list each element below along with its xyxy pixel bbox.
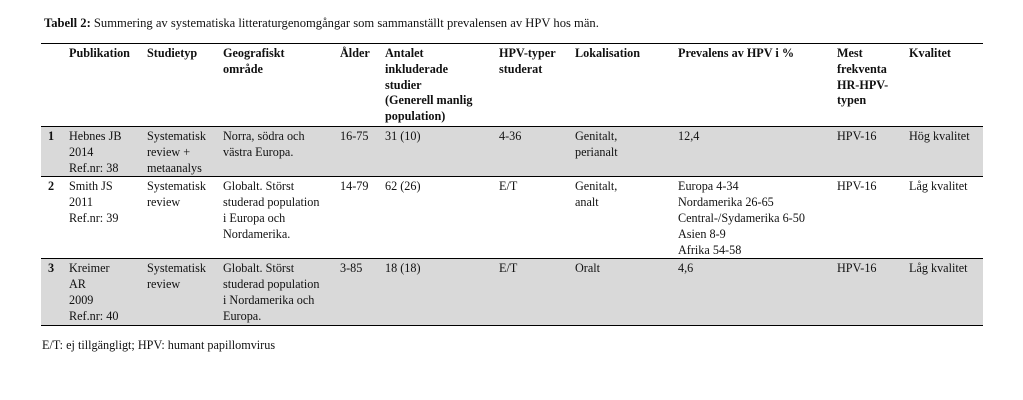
cell-line: Kreimer — [69, 261, 110, 276]
cell-line: Genitalt, — [575, 129, 618, 143]
cell-line: Globalt. Störst — [223, 179, 295, 194]
prevalence-cell — [675, 127, 834, 177]
age-cell — [337, 127, 382, 177]
cell-line: Asien 8-9 — [678, 226, 726, 241]
cell-line: review + — [147, 144, 191, 159]
header-line: studerat — [499, 61, 543, 76]
cell-line: Europa. — [223, 308, 262, 323]
cell-line: 2014 — [69, 144, 94, 159]
included-studies-cell — [382, 259, 496, 325]
cell-line: Ref.nr: 40 — [69, 308, 119, 323]
cell-line: Systematisk — [147, 261, 206, 276]
cell-line: Ref.nr: 39 — [69, 210, 119, 225]
age-cell — [337, 259, 382, 325]
hpv-types-cell — [496, 127, 572, 177]
cell-line: 62 (26) — [385, 179, 421, 194]
cell-line: 2009 — [69, 292, 94, 307]
header-row — [41, 44, 983, 127]
cell-line: Systematisk — [147, 179, 206, 194]
header-line: Lokalisation — [575, 46, 641, 60]
publication-cell — [66, 127, 144, 177]
cell-line: i Europa och — [223, 210, 286, 225]
cell-line: västra Europa. — [223, 144, 294, 159]
localisation-header — [572, 44, 675, 127]
cell-line: 4-36 — [499, 129, 522, 143]
header-line: Ålder — [340, 46, 370, 60]
most-frequent-hr-hpv-cell — [834, 259, 906, 325]
cell-line: perianalt — [575, 144, 618, 159]
included-studies-cell — [382, 127, 496, 177]
header-line: Mest — [837, 46, 863, 60]
header-line: population) — [385, 109, 446, 124]
cell-line: metaanalys — [147, 160, 202, 175]
cell-line: Afrika 54-58 — [678, 242, 742, 257]
cell-line: review — [147, 195, 181, 210]
cell-line: studerad population — [223, 277, 320, 292]
study-type-cell — [144, 127, 220, 177]
cell-line: 3 — [48, 261, 55, 276]
header-line: Antalet — [385, 46, 424, 60]
localisation-cell — [572, 127, 675, 177]
cell-line: HPV-16 — [837, 129, 877, 143]
included-studies-cell — [382, 177, 496, 259]
cell-line: Globalt. Störst — [223, 261, 295, 276]
quality-cell — [906, 127, 983, 177]
header-line: Kvalitet — [909, 46, 951, 60]
prevalence-table — [41, 43, 983, 326]
cell-line: Systematisk — [147, 129, 206, 143]
cell-line: i Nordamerika och — [223, 292, 315, 307]
row-number — [41, 259, 66, 325]
cell-line: Smith JS — [69, 179, 113, 194]
localisation-cell — [572, 259, 675, 325]
cell-line: review — [147, 277, 181, 292]
header-line: HR-HPV- — [837, 77, 889, 92]
cell-line: HPV-16 — [837, 261, 877, 276]
header-line: område — [223, 61, 263, 76]
cell-line: 18 (18) — [385, 261, 421, 276]
age-cell — [337, 177, 382, 259]
cell-line: studerad population — [223, 195, 320, 210]
cell-line: E/T — [499, 179, 518, 194]
header-line: typen — [837, 93, 867, 108]
cell-line: 12,4 — [678, 129, 700, 143]
cell-line: E/T — [499, 261, 518, 276]
cell-line: Nordamerika. — [223, 226, 291, 241]
study-type-cell — [144, 259, 220, 325]
table-footnote: E/T: ej tillgängligt; HPV: humant papillomvirus — [42, 338, 276, 352]
most-frequent-hr-hpv-header — [834, 44, 906, 127]
cell-line: Nordamerika 26-65 — [678, 195, 774, 210]
study-type-header — [144, 44, 220, 127]
header-line: studier — [385, 77, 422, 92]
header-line: Geografiskt — [223, 46, 285, 60]
header-line: Studietyp — [147, 46, 198, 60]
age-header — [337, 44, 382, 127]
cell-line: 2011 — [69, 195, 93, 210]
hpv-types-cell — [496, 259, 572, 325]
hpv-types-cell — [496, 177, 572, 259]
col-number-header — [41, 44, 66, 127]
cell-line: 3-85 — [340, 261, 363, 276]
quality-cell — [906, 177, 983, 259]
publication-header — [66, 44, 144, 127]
cell-line: 14-79 — [340, 179, 369, 194]
included-studies-header — [382, 44, 496, 127]
cell-line: Ref.nr: 38 — [69, 160, 119, 175]
row-number — [41, 127, 66, 177]
cell-line: Genitalt, — [575, 179, 618, 194]
study-type-cell — [144, 177, 220, 259]
cell-line: Låg kvalitet — [909, 261, 968, 276]
cell-line: Låg kvalitet — [909, 179, 968, 194]
header-line: (Generell manlig — [385, 93, 473, 108]
cell-line: analt — [575, 195, 599, 210]
cell-line: HPV-16 — [837, 179, 877, 194]
cell-line: 16-75 — [340, 129, 369, 143]
cell-line: 31 (10) — [385, 129, 421, 143]
most-frequent-hr-hpv-cell — [834, 127, 906, 177]
prevalence-cell — [675, 259, 834, 325]
row-number — [41, 177, 66, 259]
table-body — [41, 127, 983, 326]
cell-line: 4,6 — [678, 261, 694, 276]
quality-cell — [906, 259, 983, 325]
cell-line: Europa 4-34 — [678, 179, 739, 194]
geographic-area-cell — [220, 177, 337, 259]
prevalence-table-container — [41, 43, 983, 326]
cell-line: AR — [69, 277, 86, 292]
table-caption — [44, 15, 1004, 31]
cell-line: 2 — [48, 179, 55, 194]
publication-cell — [66, 177, 144, 259]
geographic-area-cell — [220, 127, 337, 177]
publication-cell — [66, 259, 144, 325]
hpv-types-header — [496, 44, 572, 127]
table-row — [41, 177, 983, 259]
geographic-area-cell — [220, 259, 337, 325]
cell-line: 1 — [48, 129, 55, 143]
cell-line: Norra, södra och — [223, 129, 305, 143]
cell-line: Hebnes JB — [69, 129, 122, 143]
quality-header — [906, 44, 983, 127]
header-line: frekventa — [837, 61, 887, 76]
geographic-area-header — [220, 44, 337, 127]
caption-label: Tabell 2: — [44, 16, 91, 30]
header-line: inkluderade — [385, 61, 448, 76]
cell-line: Central-/Sydamerika 6-50 — [678, 210, 805, 225]
most-frequent-hr-hpv-cell — [834, 177, 906, 259]
table-row — [41, 259, 983, 325]
table-row — [41, 127, 983, 177]
prevalence-header — [675, 44, 834, 127]
caption-text: Summering av systematiska litteraturgenomgångar som sammanställt prevalensen av HPV hos män. — [90, 16, 599, 30]
localisation-cell — [572, 177, 675, 259]
header-line: Prevalens av HPV i % — [678, 46, 795, 60]
header-line: Publikation — [69, 46, 130, 60]
cell-line: Hög kvalitet — [909, 129, 970, 143]
header-line: HPV-typer — [499, 46, 556, 60]
cell-line: Oralt — [575, 261, 601, 276]
prevalence-cell — [675, 177, 834, 259]
